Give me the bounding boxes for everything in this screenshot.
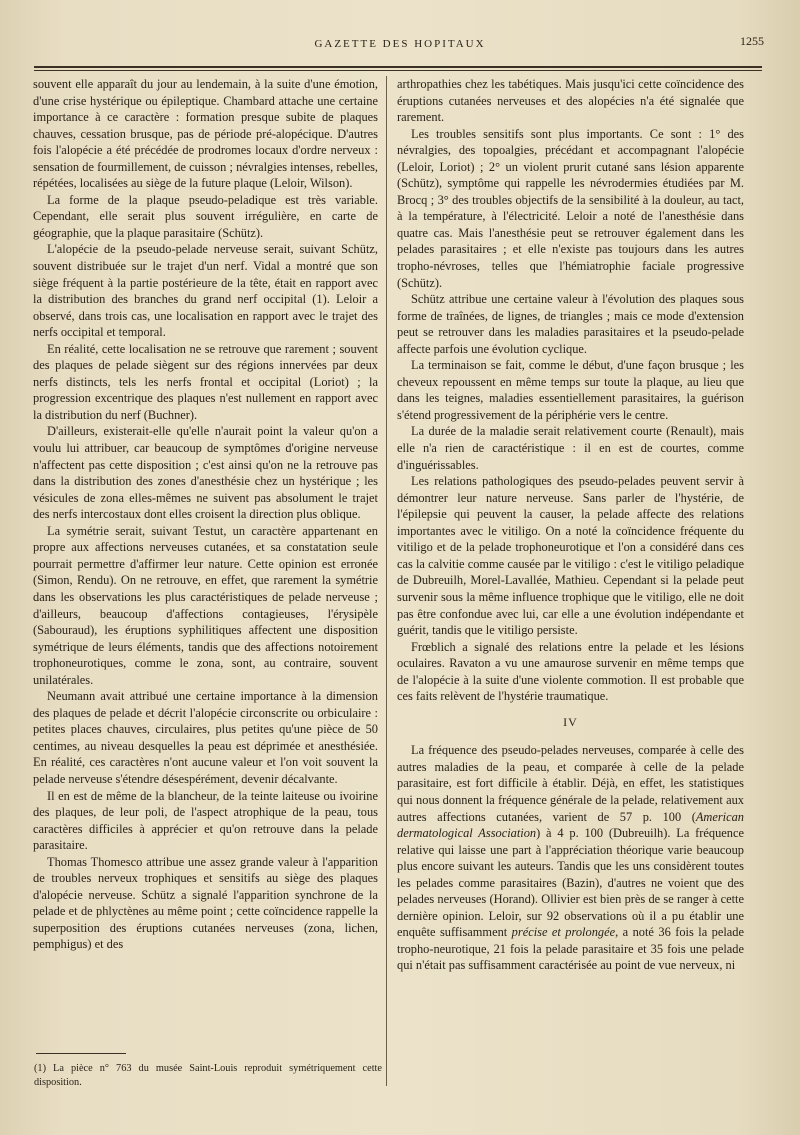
paragraph: Les troubles sensitifs sont plus importants. Ce sont : 1° des névralgies, des topoalgies, précédant et accompagnant l'alopécie (Leloir, Loriot) ; 2° un violent prurit cutané sans lésion apparente (Schütz), symptôme qui rappelle les névrodermies étudiées par M. Brocq ; 3° des troubles objectifs de la sensibilité à la douleur, au tact, à la température, à l'électricité. Leloir a noté de l'anesthésie dans quatre cas. Mais l'anesthésie peut se retrouver également dans les pelades parasitaires ; et elle n'existe pas toujours dans les autres tropho-névroses, telles que l'hémiatrophie faciale progressive (Schütz). [397,126,744,290]
paragraph: La terminaison se fait, comme le début, d'une façon brusque ; les cheveux repoussent en même temps sur toute la plaque, au lieu que dans les teignes, maladies essentiellement parasitaires, la guérison s'étend progressivement de la périphérie vers le centre. [397,358,744,422]
paragraph-text: , a noté 36 fois la pelade tropho-neurotique, 21 fois la pelade parasitaire et 35 fois une pelade qui n'était pas suffisamment caractérisée au point de vue nerveux, ni [397,925,744,973]
paragraph: Frœblich a signalé des relations entre la pelade et les lésions oculaires. Ravaton a vu une amaurose survenir en même temps que de l'alopécie à la suite d'une violente commotion. Il est probable que ces faits relèvent de l'hystérie traumatique. [397,639,744,704]
paragraph: Il en est de même de la blancheur, de la teinte laiteuse ou ivoirine des plaques, de leur poli, de l'aspect atrophique de la peau, tous caractères difficiles à apprécier et qu'on retrouve dans la pelade parasitaire. [33,788,378,853]
paragraph: En réalité, cette localisation ne se retrouve que rarement ; souvent des plaques de pelade siègent sur des régions innervées par deux nerfs distincts, tels les nerfs frontal et occipital (Loriot) ; la progression excentrique des plaques n'est nullement en rapport avec la distribution du nerf (Buchner). [33,341,378,422]
paragraph [397,742,744,974]
paragraph-text: La fréquence des pseudo-pelades nerveuses, comparée à celle des autres maladies de la peau, et comparée à celle de la pelade parasitaire, est fort difficile à établir. Déjà, en effet, les statistiques qui nous donnent la fréquence générale de la pelade, relativement aux autres affections cutanées, varient de 57 p. 100 ( [397,743,744,824]
italic-phrase: précise et prolongée [511,925,616,940]
paragraph: La symétrie serait, suivant Testut, un caractère appartenant en propre aux affections nerveuses cutanées, et sa constatation seule pourrait permettre d'affirmer leur nature. Cette opinion est erronée (Simon, Rendu). On ne retrouve, en effet, que rarement la symétrie dans les observations les plus caractéristiques de pelade nerveuse ; d'ailleurs, beaucoup d'affections contagieuses, l'érysipèle (Sabouraud), les éruptions syphilitiques affectent une disposition symétrique de leurs éléments, tandis que des affections notoirement trophoneurotiques, comme le zona, sont, au contraire, souvent unilatérales. [33,523,378,687]
page-number: 1255 [740,34,764,48]
running-head [40,34,764,58]
header-rule [34,66,762,71]
journal-title: GAZETTE DES HOPITAUX [314,38,486,50]
paragraph: D'ailleurs, existerait-elle qu'elle n'aurait point la valeur qu'on a voulu lui attribuer, car beaucoup de symptômes d'origine nerveuse n'affectent pas cette disposition ; c'est ainsi qu'on ne la retrouve pas dans la distribution des zones d'anesthésie chez un hystérique ; les vésicules de zona elles-mêmes ne suivent pas absolument le trajet des nerfs intercostaux dont elles croisent la direction plus oblique. [33,424,378,522]
paragraph: Neumann avait attribué une certaine importance à la dimension des plaques de pelade et décrit l'alopécie circonscrite ou orbiculaire : petites places chauves, circulaires, plus petites qu'une pièce de 50 centimes, au niveau desquelles la peau est déprimée et anesthésiée. En réalité, ces caractères n'ont aucune valeur et l'on voit souvent la pelade nerveuse s'étendre désespérément, devenir décalvante. [33,689,378,786]
paragraph: L'alopécie de la pseudo-pelade nerveuse serait, suivant Schütz, souvent distribuée sur le trajet d'un nerf. Vidal a montré que son siège fréquent à la partie postérieure de la tête, était en rapport avec la distribution des branches du grand nerf occipital (1). Leloir a observé, dans trois cas, une localisation en rapport avec le trajet des nerfs occipital et temporal. [33,242,378,340]
paragraph: arthropathies chez les tabétiques. Mais jusqu'ici cette coïncidence des éruptions cutanées nerveuses et des alopécies n'a été signalée que rarement. [397,77,744,125]
paragraph: La durée de la maladie serait relativement courte (Renault), mais elle n'a rien de caractéristique : il en est de courtes, comme d'inguérissables. [397,424,744,472]
column-divider [386,76,387,1086]
paragraph: Les relations pathologiques des pseudo-pelades peuvent servir à démontrer leur nature nerveuse. Sans parler de l'hystérie, de l'épilepsie qui peuvent la causer, la pelade affecte des relations importantes avec le vitiligo. On a noté la coïncidence fréquente du vitiligo et de la pelade trophoneurotique et l'on a considéré dans ces cas la calvitie comme causée par le vitiligo : c'est le vitiligo peladique de Dubreuilh, Morel-Lavallée, Mathieu. Cependant si la pelade peut survenir sous la même influence trophique que le vitiligo, elle ne doit pas être confondue avec lui, car elle a une évolution indépendante et guérit, tandis que le vitiligo persiste. [397,474,744,638]
paragraph: Schütz attribue une certaine valeur à l'évolution des plaques sous forme de traînées, de lignes, de triangles ; mais ce mode d'extension peut se retrouver dans les maladies parasitaires et la pseudo-pelade affecte parfois une évolution cyclique. [397,292,744,356]
paragraph: souvent elle apparaît du jour au lendemain, à la suite d'une émotion, d'une crise hystérique ou épileptique. Chambard attache une certaine importance à ce caractère : formation presque subite de plaques chauves, cessation brusque, pas de période pré-alopécique. D'autres fois l'alopécie a été précédée de prodromes locaux d'ordre nerveux : sensation de fourmillement, de cuisson ; névralgies intenses, rebelles, répétées, localisées au siège de la future plaque (Leloir, Wilson). [33,77,378,191]
footnote: (1) La pièce n° 763 du musée Saint-Louis reproduit symétriquement cette disposition. [34,1063,382,1088]
paragraph: Thomas Thomesco attribue une assez grande valeur à l'apparition de troubles nerveux trophiques et sensitifs au siège des plaques d'alopécie nerveuse. Schütz a signalé l'apparition synchrone de la pelade et de phlyctènes au même point ; cette coïncidence rappelle la superposition des éruptions cutanées nerveuses (zona, lichen, pemphigus) et des [33,854,378,952]
paragraph: La forme de la plaque pseudo-peladique est très variable. Cependant, elle serait plus souvent irrégulière, en carte de géographie, que la plaque parasitaire (Schütz). [33,192,378,240]
left-column [33,76,378,953]
italic-source: American dermatological Association [397,809,744,841]
right-column [397,76,744,974]
paragraph-text: ) à 4 p. 100 (Dubreuilh). La fréquence relative qui laisse une part à l'appréciation théorique varie beaucoup plus encore suivant les auteurs. Tandis que les uns considèrent toutes les pelades comme parasitaires (Bazin), d'autres ne voient que des pelades nerveuses (Horand). Ollivier est bien près de se ranger à cette dernière opinion. Leloir, sur 92 observations où il a pu établir une enquête suffisamment [397,826,744,940]
section-heading: IV [563,714,578,729]
footnote-rule [36,1053,126,1054]
